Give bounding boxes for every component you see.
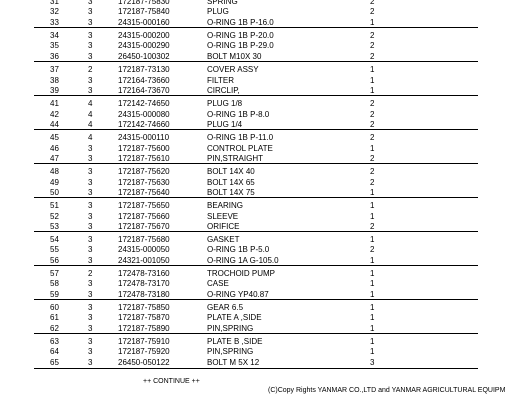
part-number: 172187-75630 xyxy=(118,178,170,187)
item-number: 53 xyxy=(50,222,59,231)
part-number: 172142-74650 xyxy=(118,99,170,108)
item-number: 59 xyxy=(50,290,59,299)
quantity: 1 xyxy=(370,347,375,356)
quantity: 1 xyxy=(370,324,375,333)
quantity: 1 xyxy=(370,144,375,153)
part-number: 172187-75640 xyxy=(118,188,170,197)
part-name: O-RING 1B P-8.0 xyxy=(207,110,270,119)
quantity: 2 xyxy=(370,31,375,40)
part-name: O-RING 1B P-16.0 xyxy=(207,18,274,27)
part-number: 26450-100302 xyxy=(118,52,170,61)
group-divider xyxy=(34,299,478,300)
table-row xyxy=(0,346,478,357)
part-number: 172187-75870 xyxy=(118,313,170,322)
level: 3 xyxy=(88,358,93,367)
table-row xyxy=(0,40,478,51)
item-number: 55 xyxy=(50,245,59,254)
item-number: 34 xyxy=(50,31,59,40)
item-number: 62 xyxy=(50,324,59,333)
part-number: 24315-000080 xyxy=(118,110,170,119)
part-number: 172187-75920 xyxy=(118,347,170,356)
item-number: 58 xyxy=(50,279,59,288)
part-name: BOLT 14X 75 xyxy=(207,188,255,197)
part-number: 26450-050122 xyxy=(118,358,170,367)
level: 4 xyxy=(88,110,93,119)
quantity: 2 xyxy=(370,167,375,176)
part-name: BOLT M10X 30 xyxy=(207,52,262,61)
level: 3 xyxy=(88,154,93,163)
level: 3 xyxy=(88,235,93,244)
part-name: FILTER xyxy=(207,76,234,85)
level: 3 xyxy=(88,52,93,61)
level: 2 xyxy=(88,269,93,278)
part-number: 24315-000050 xyxy=(118,245,170,254)
part-name: PLUG xyxy=(207,7,229,16)
part-number: 172187-75650 xyxy=(118,201,170,210)
group-divider xyxy=(34,265,478,266)
level: 3 xyxy=(88,337,93,346)
part-name: O-RING 1B P-20.0 xyxy=(207,31,274,40)
quantity: 1 xyxy=(370,86,375,95)
part-name: TROCHOID PUMP xyxy=(207,269,275,278)
quantity: 1 xyxy=(370,235,375,244)
item-number: 38 xyxy=(50,76,59,85)
item-number: 37 xyxy=(50,65,59,74)
item-number: 41 xyxy=(50,99,59,108)
item-number: 46 xyxy=(50,144,59,153)
level: 3 xyxy=(88,86,93,95)
table-row xyxy=(0,64,478,75)
quantity: 3 xyxy=(370,358,375,367)
item-number: 60 xyxy=(50,303,59,312)
table-row xyxy=(0,312,478,323)
quantity: 1 xyxy=(370,279,375,288)
part-name: BOLT 14X 40 xyxy=(207,167,255,176)
part-number: 172164-73660 xyxy=(118,76,170,85)
quantity: 1 xyxy=(370,212,375,221)
part-number: 172142-74660 xyxy=(118,120,170,129)
item-number: 44 xyxy=(50,120,59,129)
item-number: 63 xyxy=(50,337,59,346)
quantity: 2 xyxy=(370,7,375,16)
part-name: PLUG 1/8 xyxy=(207,99,243,108)
level: 3 xyxy=(88,201,93,210)
part-name: BEARING xyxy=(207,201,244,210)
table-row xyxy=(0,166,478,177)
quantity: 2 xyxy=(370,178,375,187)
part-name: O-RING 1A G-105.0 xyxy=(207,256,279,265)
part-number: 172187-73130 xyxy=(118,65,170,74)
quantity: 1 xyxy=(370,65,375,74)
part-number: 24315-000290 xyxy=(118,41,170,50)
quantity: 1 xyxy=(370,269,375,278)
part-number: 172187-75830 xyxy=(118,0,170,6)
item-number: 39 xyxy=(50,86,59,95)
level: 3 xyxy=(88,303,93,312)
part-number: 172187-75890 xyxy=(118,324,170,333)
part-name: PLATE A ,SIDE xyxy=(207,313,262,322)
table-row xyxy=(0,6,478,17)
table-row xyxy=(0,98,478,109)
level: 3 xyxy=(88,7,93,16)
part-name: SPRING xyxy=(207,0,238,6)
quantity: 1 xyxy=(370,76,375,85)
part-name: O-RING 1B P-11.0 xyxy=(207,133,274,142)
quantity: 1 xyxy=(370,256,375,265)
level: 3 xyxy=(88,31,93,40)
level: 4 xyxy=(88,99,93,108)
quantity: 2 xyxy=(370,110,375,119)
part-name: COVER ASSY xyxy=(207,65,259,74)
level: 3 xyxy=(88,290,93,299)
part-number: 172478-73160 xyxy=(118,269,170,278)
item-number: 33 xyxy=(50,18,59,27)
part-name: O-RING 1B P-5.0 xyxy=(207,245,270,254)
level: 3 xyxy=(88,18,93,27)
level: 3 xyxy=(88,279,93,288)
item-number: 32 xyxy=(50,7,59,16)
quantity: 2 xyxy=(370,41,375,50)
item-number: 54 xyxy=(50,235,59,244)
item-number: 52 xyxy=(50,212,59,221)
quantity: 2 xyxy=(370,245,375,254)
level: 3 xyxy=(88,222,93,231)
continue-note: ++ CONTINUE ++ xyxy=(143,378,200,385)
item-number: 56 xyxy=(50,256,59,265)
part-number: 172187-75840 xyxy=(118,7,170,16)
item-number: 51 xyxy=(50,201,59,210)
level: 3 xyxy=(88,347,93,356)
level: 3 xyxy=(88,188,93,197)
part-number: 172164-73670 xyxy=(118,86,170,95)
part-name: O-RING YP40.87 xyxy=(207,290,269,299)
item-number: 57 xyxy=(50,269,59,278)
quantity: 1 xyxy=(370,303,375,312)
item-number: 31 xyxy=(50,0,59,6)
item-number: 50 xyxy=(50,188,59,197)
part-number: 172478-73170 xyxy=(118,279,170,288)
part-name: BOLT M 5X 12 xyxy=(207,358,260,367)
part-name: O-RING 1B P-29.0 xyxy=(207,41,274,50)
table-row xyxy=(0,278,478,289)
level: 3 xyxy=(88,41,93,50)
table-row xyxy=(0,200,478,211)
part-number: 24315-000200 xyxy=(118,31,170,40)
part-number: 172187-75600 xyxy=(118,144,170,153)
group-divider xyxy=(34,368,478,369)
part-number: 172187-75850 xyxy=(118,303,170,312)
level: 3 xyxy=(88,144,93,153)
level: 3 xyxy=(88,324,93,333)
item-number: 36 xyxy=(50,52,59,61)
part-name: GASKET xyxy=(207,235,240,244)
level: 3 xyxy=(88,245,93,254)
quantity: 2 xyxy=(370,133,375,142)
level: 3 xyxy=(88,212,93,221)
part-name: PIN,STRAIGHT xyxy=(207,154,264,163)
group-divider xyxy=(34,163,478,164)
item-number: 48 xyxy=(50,167,59,176)
part-name: CIRCLIP, xyxy=(207,86,240,95)
quantity: 1 xyxy=(370,313,375,322)
level: 3 xyxy=(88,178,93,187)
part-number: 24315-000110 xyxy=(118,133,170,142)
level: 3 xyxy=(88,0,93,6)
part-name: CONTROL PLATE xyxy=(207,144,273,153)
group-divider xyxy=(34,129,478,130)
quantity: 1 xyxy=(370,201,375,210)
part-name: ORIFICE xyxy=(207,222,240,231)
item-number: 35 xyxy=(50,41,59,50)
quantity: 2 xyxy=(370,99,375,108)
part-number: 172187-75660 xyxy=(118,212,170,221)
level: 3 xyxy=(88,256,93,265)
part-number: 24315-000160 xyxy=(118,18,170,27)
quantity: 2 xyxy=(370,0,375,6)
part-name: PIN,SPRING xyxy=(207,347,254,356)
part-name: PLUG 1/4 xyxy=(207,120,243,129)
item-number: 64 xyxy=(50,347,59,356)
group-divider xyxy=(34,197,478,198)
table-row xyxy=(0,244,478,255)
group-divider xyxy=(34,333,478,334)
level: 3 xyxy=(88,313,93,322)
level: 4 xyxy=(88,120,93,129)
quantity: 1 xyxy=(370,188,375,197)
part-number: 172187-75680 xyxy=(118,235,170,244)
table-row xyxy=(0,357,478,368)
quantity: 2 xyxy=(370,154,375,163)
part-number: 172478-73180 xyxy=(118,290,170,299)
part-number: 172187-75670 xyxy=(118,222,170,231)
part-name: SLEEVE xyxy=(207,212,239,221)
level: 3 xyxy=(88,167,93,176)
quantity: 1 xyxy=(370,290,375,299)
quantity: 2 xyxy=(370,52,375,61)
table-row xyxy=(0,132,478,143)
item-number: 47 xyxy=(50,154,59,163)
level: 3 xyxy=(88,76,93,85)
part-name: CASE xyxy=(207,279,229,288)
item-number: 42 xyxy=(50,110,59,119)
quantity: 2 xyxy=(370,222,375,231)
part-number: 24321-001050 xyxy=(118,256,170,265)
item-number: 61 xyxy=(50,313,59,322)
level: 4 xyxy=(88,133,93,142)
item-number: 45 xyxy=(50,133,59,142)
part-number: 172187-75910 xyxy=(118,337,170,346)
part-name: BOLT 14X 65 xyxy=(207,178,255,187)
part-name: GEAR 6.5 xyxy=(207,303,244,312)
level: 2 xyxy=(88,65,93,74)
copyright-notice: (C)Copy Rights YANMAR CO.,LTD and YANMAR AGRICULTURAL EQUIPM xyxy=(268,387,505,394)
group-divider xyxy=(34,231,478,232)
quantity: 1 xyxy=(370,18,375,27)
quantity: 2 xyxy=(370,120,375,129)
quantity: 1 xyxy=(370,337,375,346)
group-divider xyxy=(34,27,478,28)
group-divider xyxy=(34,61,478,62)
part-number: 172187-75620 xyxy=(118,167,170,176)
item-number: 65 xyxy=(50,358,59,367)
part-number: 172187-75610 xyxy=(118,154,170,163)
item-number: 49 xyxy=(50,178,59,187)
part-name: PLATE B ,SIDE xyxy=(207,337,263,346)
group-divider xyxy=(34,95,478,96)
part-name: PIN,SPRING xyxy=(207,324,254,333)
